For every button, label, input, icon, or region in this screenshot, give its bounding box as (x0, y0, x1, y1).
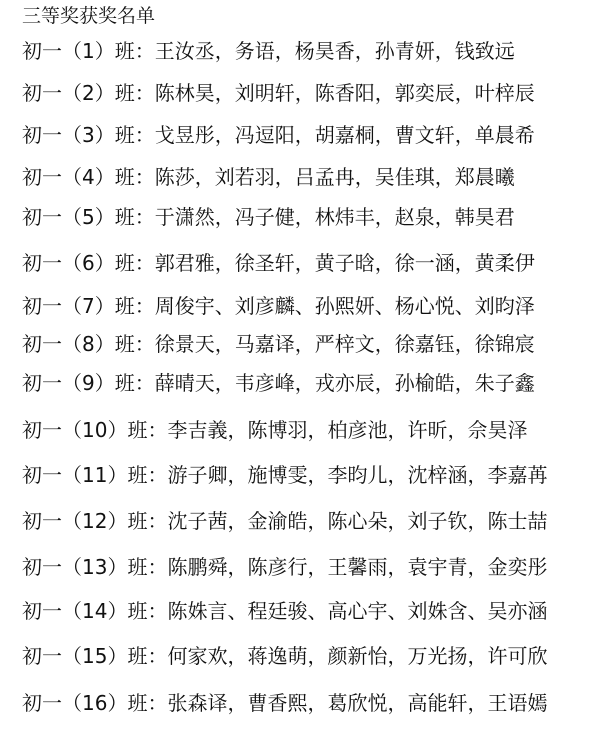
class-label: 初一（11）班： (22, 463, 168, 487)
class-label: 初一（4）班： (22, 165, 155, 189)
list-item (22, 417, 527, 443)
class-label: 初一（3）班： (22, 123, 155, 147)
class-label: 初一（2）班： (22, 81, 155, 105)
class-label: 初一（1）班： (22, 39, 155, 63)
list-item (22, 598, 547, 624)
list-item (22, 122, 535, 148)
class-label: 初一（15）班： (22, 644, 168, 668)
student-names: 徐景天，马嘉译，严梓文，徐嘉钰，徐锦宸 (154, 332, 535, 356)
student-names: 陈鹏舜，陈彦行，王馨雨，袁宇青，金奕彤 (167, 555, 548, 579)
class-label: 初一（5）班： (22, 205, 155, 229)
student-names: 陈林昊，刘明轩，陈香阳，郭奕辰，叶梓辰 (154, 81, 535, 105)
student-names: 陈姝言、程廷骏、高心宇、刘姝含、吴亦涵 (167, 599, 548, 623)
list-item (22, 508, 547, 534)
student-names: 陈莎，刘若羽，吕孟冉，吴佳琪，郑晨曦 (154, 165, 515, 189)
class-label: 初一（12）班： (22, 509, 168, 533)
student-names: 戈昱彤，冯逗阳，胡嘉桐，曹文轩，单晨希 (154, 123, 535, 147)
list-item (22, 690, 547, 716)
student-names: 游子卿，施博雯，李昀儿，沈梓涵，李嘉苒 (167, 463, 548, 487)
page-title: 三等奖获奖名单 (22, 5, 156, 27)
list-item (22, 643, 547, 669)
list-item (22, 38, 515, 64)
list-item (22, 250, 535, 276)
class-label: 初一（7）班： (22, 294, 155, 318)
class-label: 初一（13）班： (22, 555, 168, 579)
student-names: 周俊宇、刘彦麟、孙熙妍、杨心悦、刘昀泽 (154, 294, 535, 318)
list-item (22, 293, 535, 319)
class-label: 初一（9）班： (22, 371, 155, 395)
list-item (22, 370, 535, 396)
list-item (22, 164, 515, 190)
student-names: 薛晴天，韦彦峰，戎亦辰，孙榆皓，朱子鑫 (154, 371, 535, 395)
list-item (22, 204, 515, 230)
list-item (22, 554, 547, 580)
list-item (22, 80, 535, 106)
student-names: 郭君雅，徐圣轩，黄子晗，徐一涵，黄柔伊 (154, 251, 535, 275)
class-label: 初一（10）班： (22, 418, 168, 442)
student-names: 何家欢，蒋逸萌，颜新怡，万光扬，许可欣 (167, 644, 548, 668)
class-label: 初一（14）班： (22, 599, 168, 623)
student-names: 于潇然，冯子健，林炜丰，赵泉，韩昊君 (154, 205, 515, 229)
class-label: 初一（6）班： (22, 251, 155, 275)
student-names: 李吉義，陈博羽，柏彦池，许昕，佘昊泽 (167, 418, 528, 442)
student-names: 沈子茜，金渝皓，陈心朵，刘子钦，陈士喆 (167, 509, 548, 533)
class-label: 初一（8）班： (22, 332, 155, 356)
list-item (22, 462, 547, 488)
list-item (22, 331, 535, 357)
class-label: 初一（16）班： (22, 691, 168, 715)
student-names: 张森译，曹香熙，葛欣悦，高能轩，王语嫣 (167, 691, 548, 715)
student-names: 王汝丞，务语，杨昊香，孙青妍，钱致远 (154, 39, 515, 63)
